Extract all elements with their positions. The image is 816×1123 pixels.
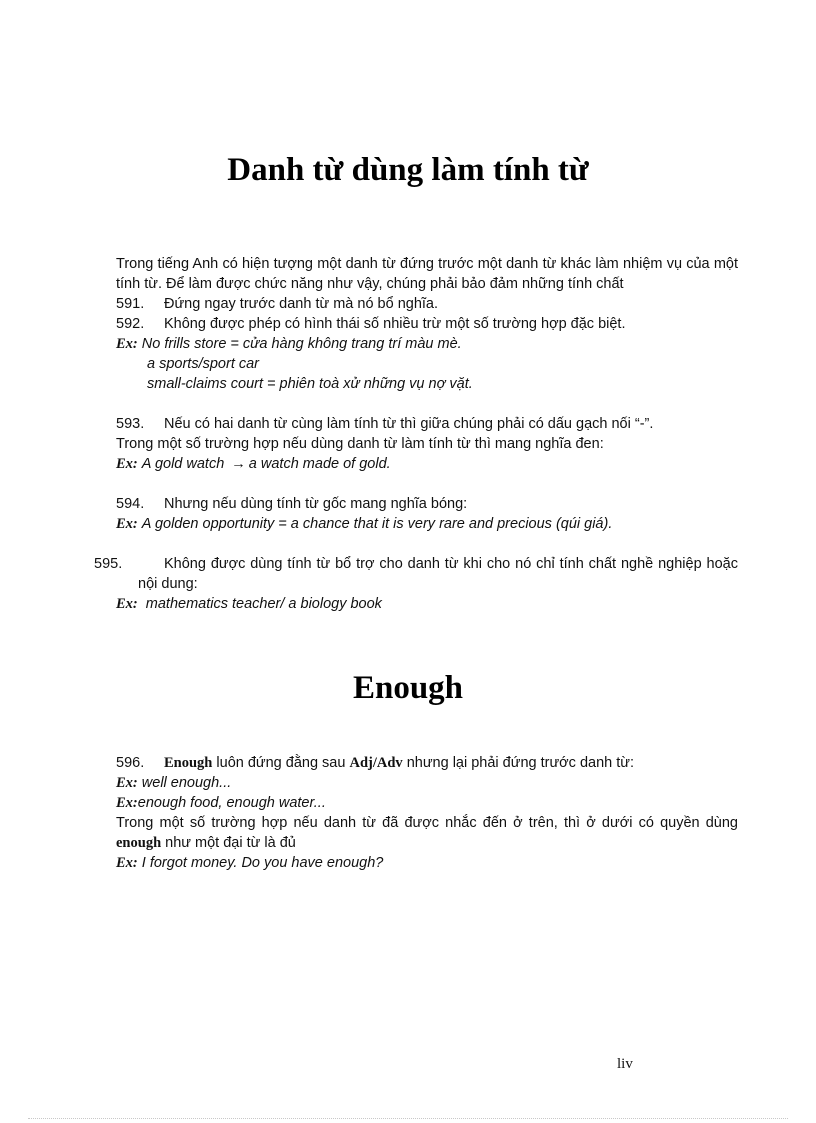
example-label: Ex: bbox=[116, 456, 138, 472]
right-arrow-icon: → bbox=[231, 456, 246, 472]
example-596-2 bbox=[116, 793, 738, 813]
section-title-nouns-as-adjectives: Danh từ dùng làm tính từ bbox=[227, 152, 589, 188]
example-label: Ex: bbox=[116, 795, 138, 811]
keyword: Enough bbox=[164, 755, 213, 771]
item-number: 592. bbox=[116, 316, 145, 332]
paragraph-enough-pronoun bbox=[116, 813, 738, 853]
example-594 bbox=[116, 514, 738, 534]
example-text: well enough... bbox=[141, 775, 232, 791]
example-text: mathematics teacher/ a biology book bbox=[145, 596, 382, 612]
paragraph-text: Trong một số trường hợp nếu danh từ đã được nhắc đến ở trên, thì ở dưới có quyền dùng bbox=[116, 815, 738, 831]
intro-paragraph: Trong tiếng Anh có hiện tượng một danh từ đứng trước một danh từ khác làm nhiệm vụ của một tính từ. Để làm được chức năng như vậy, chúng phải bảo đảm những tính chất bbox=[116, 256, 738, 292]
item-text: Không được phép có hình thái số nhiều trừ một số trường hợp đặc biệt. bbox=[164, 316, 626, 332]
item-text: luôn đứng đằng sau bbox=[216, 755, 346, 771]
item-number: 595. bbox=[94, 556, 123, 572]
list-item-591 bbox=[116, 294, 738, 314]
example-label: Ex: bbox=[116, 336, 138, 352]
item-number: 593. bbox=[116, 416, 145, 432]
list-item-592 bbox=[116, 314, 738, 334]
item-text: nhưng lại phải đứng trước danh từ: bbox=[406, 755, 635, 771]
example-label: Ex: bbox=[116, 775, 138, 791]
section1-body bbox=[94, 254, 738, 614]
item-number: 596. bbox=[116, 755, 145, 771]
item-text: Đứng ngay trước danh từ mà nó bổ nghĩa. bbox=[164, 296, 439, 312]
example-text: I forgot money. Do you have enough? bbox=[141, 855, 384, 871]
example-text: No frills store = cửa hàng không trang trí màu mè. bbox=[141, 336, 462, 352]
item-text: Nhưng nếu dùng tính từ gốc mang nghĩa bóng: bbox=[164, 496, 468, 512]
section2-body bbox=[116, 753, 738, 873]
example-label: Ex: bbox=[116, 596, 138, 612]
keyword: enough bbox=[116, 835, 162, 851]
example-text: A golden opportunity = a chance that it is very rare and precious (qúi giá). bbox=[141, 516, 613, 532]
paragraph-text: như một đại từ là đủ bbox=[165, 835, 296, 851]
example-text: A gold watch bbox=[141, 456, 225, 472]
example-593 bbox=[116, 454, 738, 474]
page-number: liv bbox=[617, 1056, 633, 1072]
paragraph-593b: Trong một số trường hợp nếu dùng danh từ làm tính từ thì mang nghĩa đen: bbox=[116, 436, 604, 452]
section-title-enough: Enough bbox=[352, 670, 464, 706]
example-line-3: small-claims court = phiên toà xử những vụ nợ vặt. bbox=[147, 376, 473, 392]
keyword: Adj/Adv bbox=[349, 755, 403, 771]
item-text: Không được dùng tính từ bổ trợ cho danh từ khi cho nó chỉ tính chất nghề nghiệp hoặc nội dung: bbox=[138, 556, 738, 592]
example-596-3 bbox=[116, 853, 738, 873]
list-item-596 bbox=[116, 753, 738, 773]
footer-divider bbox=[28, 1118, 788, 1119]
list-item-595 bbox=[94, 554, 738, 594]
list-item-594 bbox=[116, 494, 738, 514]
example-text: enough food, enough water... bbox=[137, 795, 326, 811]
item-text: Nếu có hai danh từ cùng làm tính từ thì giữa chúng phải có dấu gạch nối “-”. bbox=[164, 416, 654, 432]
example-label: Ex: bbox=[116, 516, 138, 532]
example-line-2: a sports/sport car bbox=[147, 356, 260, 372]
example-line-1 bbox=[116, 334, 738, 354]
item-number: 591. bbox=[116, 296, 145, 312]
example-596-1 bbox=[116, 773, 738, 793]
example-text: a watch made of gold. bbox=[248, 456, 391, 472]
example-label: Ex: bbox=[116, 855, 138, 871]
list-item-593 bbox=[116, 414, 738, 434]
example-595 bbox=[116, 594, 738, 614]
item-number: 594. bbox=[116, 496, 145, 512]
